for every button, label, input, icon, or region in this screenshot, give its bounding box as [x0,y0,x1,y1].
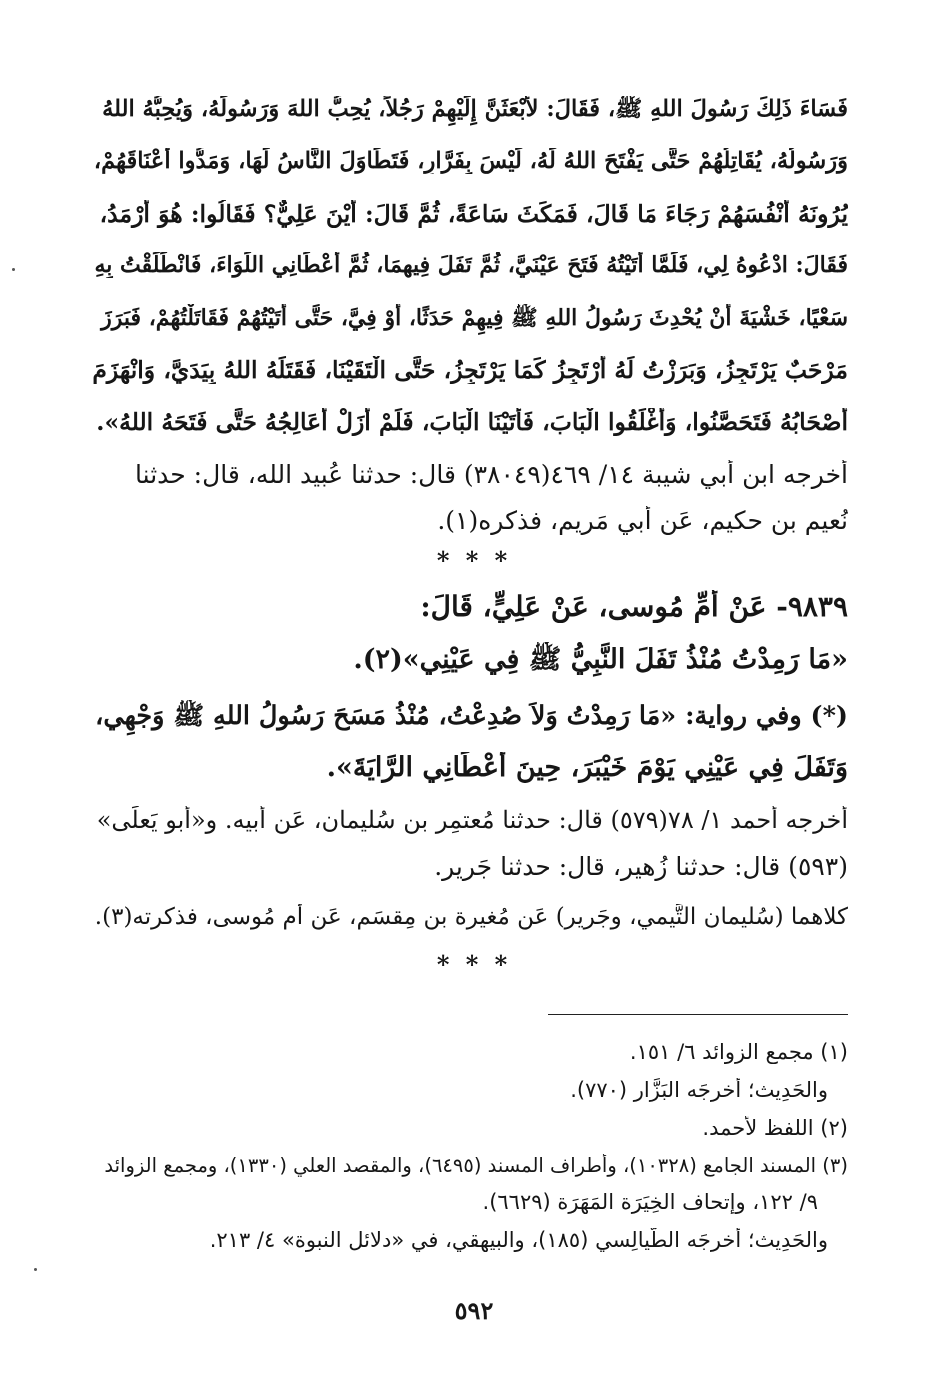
hadith-2-text: «مَا رَمِدْتُ مُنْذُ تَفَلَ النَّبِيُّ ﷺ فِي عَيْنِي»(٢). [353,644,848,675]
takhrij-line: (٥٩٣) قال: حدثنا زُهير، قال: حدثنا جَرير. [434,852,848,881]
hadith-2-header: ٩٨٣٩- عَنْ أُمِّ مُوسى، عَنْ عَلِيٍّ، قَالَ: [420,590,848,623]
hadith-line: فَسَاءَ ذَلِكَ رَسُولَ اللهِ ﷺ، فَقَالَ: لأَبْعَثَنَّ إِلَيْهِمْ رَجُلاً، يُحِبُّ اللهَ وَرَسُولَهُ، وَيُحِبُّهُ اللهُ [102,96,848,122]
riwaya-line: وَتَفَلَ فِي عَيْنِي يَوْمَ خَيْبَرَ، حِينَ أَعْطَانِي الرَّايَةَ». [326,752,848,783]
scan-speck [34,1268,37,1271]
footnote-line: (٢) اللفظ لأَحمد. [702,1116,848,1140]
hadith-line: يُرُونَهُ أَنْفُسَهُمْ رَجَاءَ مَا قَالَ، فَمَكَثَ سَاعَةً، ثُمَّ قَالَ: أَيْنَ عَلِيٌّ؟ فَقَالُوا: هُوَ أَرْمَدُ، [99,200,848,228]
hadith-line: سَعْيًا، خَشْيَةَ أَنْ يُحْدِثَ رَسُولُ اللهِ ﷺ فِيهِمْ حَدَثًا، أَوْ فِيَّ، حَتَّى أَتَيْتُهُمْ فَقَاتَلْتُهُمْ، فَبَرَزَ [101,305,848,331]
takhrij-line: أخرجه أحمد ١/ ٧٨(٥٧٩) قال: حدثنا مُعتمِر بن سُليمان، عَن أَبيه. و«أبو يَعلَى» [96,806,848,834]
page-number: ٥٩٢ [454,1296,494,1325]
footnote-line: والحَدِيث؛ أَخرجَه البَزَّار (٧٧٠). [570,1078,828,1102]
hadith-line: أَصْحَابُهُ فَتَحَصَّنُوا، وَأَغْلَقُوا الْبَابَ، فَأَتَيْنَا الْبَابَ، فَلَمْ أَزَلْ أُعَالِجُهُ حَتَّى فَتَحَهُ اللهُ». [96,408,848,436]
riwaya-line: (*) وفي رواية: «مَا رَمِدْتُ وَلاَ صُدِعْتُ، مُنْذُ مَسَحَ رَسُولُ اللهِ ﷺ وَجْهِي، [95,701,848,731]
footnote-line: (١) مجمع الزوائد ٦/ ١٥١. [629,1040,848,1064]
footnote-line: (٣) المسند الجامع (١٠٣٢٨)، وأَطراف المسند (٦٤٩٥)، والمقصد العلي (١٣٣٠)، ومجمع الزوائد [104,1154,848,1177]
takhrij-line: نُعيم بن حكيم، عَن أَبي مَريم، فذكره(١). [437,506,848,535]
footnote-line: ٩/ ١٢٢، وإِتحاف الخِيَرَة المَهَرَة (٦٦٢٩). [482,1190,818,1214]
section-separator: * * * [436,950,512,979]
takhrij-line: أخرجه ابن أبي شيبة ١٤/ ٤٦٩(٣٨٠٤٩) قال: حدثنا عُبيد الله، قال: حدثنا [135,460,848,489]
takhrij-line-3: كلاهما (سُليمان التَّيمي، وجَرير) عَن مُغيرة بن مِقسَم، عَن أُم مُوسى، فذكرته(٣). [94,904,848,930]
hadith-line: مَرْحَبٌ يَرْتَجِزُ، وَبَرَزْتُ لَهُ أَرْتَجِزُ كَمَا يَرْتَجِزُ، حَتَّى الْتَقَيْنَا، فَقَتَلَهُ اللهُ بِيَدَيَّ، وَانْهَزَمَ [92,356,848,384]
footnote-line: والحَدِيث؛ أَخرجَه الطَّيالِسي (١٨٥)، والبيهقي، في «دلائل النبوة» ٤/ ٢١٣. [209,1228,828,1252]
hadith-line: فَقَالَ: ادْعُوهُ لِي، فَلَمَّا أَتَيْتُهُ فَتَحَ عَيْنَيَّ، ثُمَّ تَفَلَ فِيهِمَا، ثُمَّ أَعْطَانِي اللِّوَاءَ، فَانْطَلَقْتُ بِهِ [94,252,848,278]
scan-speck [12,268,15,271]
hadith-line: وَرَسُولُهُ، يُقَاتِلُهُمْ حَتَّى يَفْتَحَ اللهُ لَهُ، لَيْسَ بِفَرَّارٍ، فَتَطَاوَلَ النَّاسُ لَهَا، وَمَدُّوا أَعْنَاقَهُمْ، [93,148,848,174]
section-separator: * * * [436,546,512,575]
footnote-divider [548,1014,848,1015]
